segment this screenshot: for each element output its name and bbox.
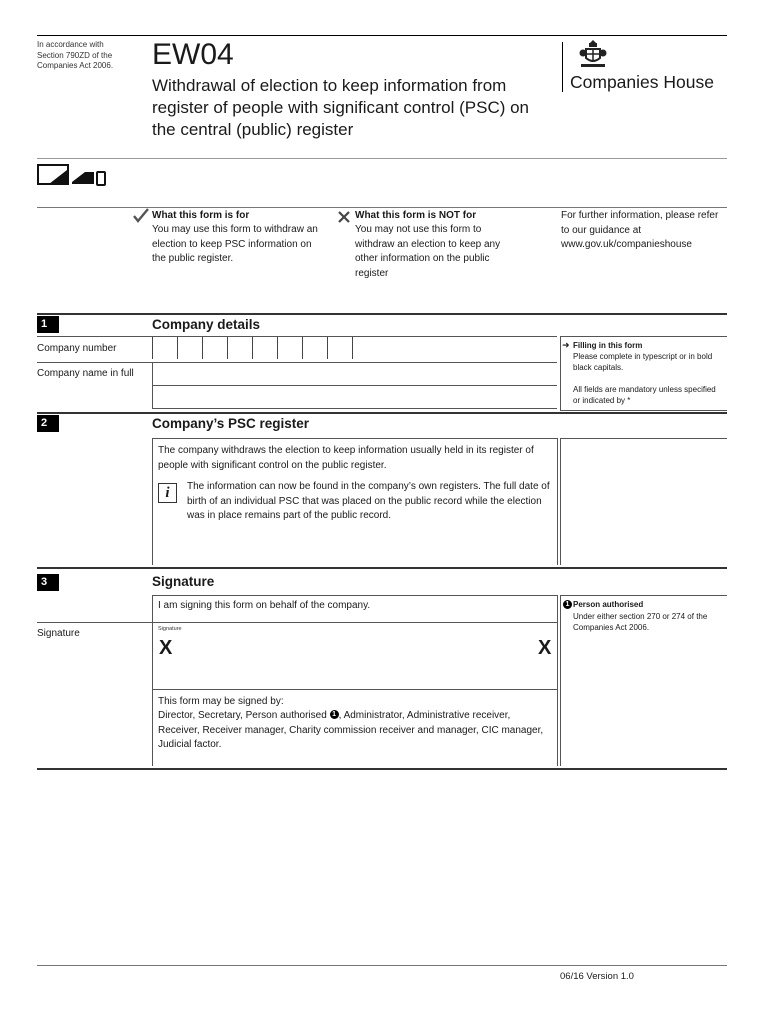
signature-cross-left: X bbox=[159, 637, 173, 659]
section-2-title: Company’s PSC register bbox=[152, 416, 310, 431]
note-1-marker: 1 bbox=[330, 710, 339, 719]
section-2-number: 2 bbox=[37, 415, 59, 432]
for-text: You may use this form to withdraw an election to keep PSC information on the public register. bbox=[152, 224, 318, 264]
signature-label: Signature bbox=[37, 628, 80, 639]
arrow-right-icon: ➜ bbox=[562, 340, 570, 350]
filling-text: Please complete in typescript or in bold black capitals. bbox=[573, 352, 713, 372]
person-heading: Person authorised bbox=[573, 600, 644, 609]
cross-icon bbox=[337, 210, 351, 224]
form-code: EW04 bbox=[152, 38, 234, 71]
signature-cross-right: X bbox=[538, 637, 552, 659]
for-heading: What this form is for bbox=[152, 210, 250, 221]
guidance-text: For further information, please refer to our guidance at www.gov.uk/companieshouse bbox=[561, 210, 719, 250]
signed-by-list bbox=[158, 709, 553, 753]
filling-heading: Filling in this form bbox=[573, 341, 643, 350]
company-number-input[interactable] bbox=[152, 337, 352, 360]
person-note-marker: 1 bbox=[563, 600, 572, 609]
section-2-info: The information can now be found in the company’s own registers. The full date of birth of an individual PSC that was placed on the public record while the election was in place remains part of the public record. bbox=[187, 481, 550, 521]
company-name-label: Company name in full bbox=[37, 368, 134, 379]
check-icon bbox=[132, 207, 150, 223]
company-name-input[interactable] bbox=[153, 362, 557, 384]
mandatory-text: All fields are mandatory unless specified or indicated by * bbox=[573, 385, 716, 405]
company-name-input-line-2[interactable] bbox=[153, 386, 557, 407]
section-3-statement: I am signing this form on behalf of the company. bbox=[158, 600, 371, 611]
signed-by-text-2: , Administrator, Administrative receiver, Receiver, Receiver manager, Charity commission receiver and manager, CIC manager, Judicial factor. bbox=[158, 710, 544, 750]
legal-note: In accordance with Section 790ZD of the Companies Act 2006. bbox=[37, 40, 114, 70]
signed-by-heading: This form may be signed by: bbox=[158, 696, 284, 707]
section-3-number: 3 bbox=[37, 574, 59, 591]
version-text: 06/16 Version 1.0 bbox=[560, 971, 634, 982]
not-for-text: You may not use this form to withdraw an election to keep any other information on the public register bbox=[355, 224, 501, 279]
royal-crest-icon bbox=[578, 40, 608, 70]
form-title: Withdrawal of election to keep information from register of people with significant control (PSC) on the central (public) register bbox=[152, 76, 530, 139]
devices-icon bbox=[37, 162, 109, 188]
section-2-statement: The company withdraws the election to keep information usually held in its register of people with significant control on the public register. bbox=[158, 445, 534, 471]
person-text: Under either section 270 or 274 of the Companies Act 2006. bbox=[573, 612, 708, 632]
section-1-title: Company details bbox=[152, 317, 261, 332]
brand-name: Companies House bbox=[570, 72, 714, 92]
info-icon: i bbox=[158, 483, 177, 503]
signature-field[interactable] bbox=[153, 623, 557, 689]
signature-box-caption: Signature bbox=[158, 626, 182, 632]
not-for-heading: What this form is NOT for bbox=[355, 210, 477, 221]
signed-by-text-1: Director, Secretary, Person authorised bbox=[158, 710, 327, 721]
section-1-number: 1 bbox=[37, 316, 59, 333]
section-3-title: Signature bbox=[152, 574, 215, 589]
company-number-label: Company number bbox=[37, 343, 117, 354]
